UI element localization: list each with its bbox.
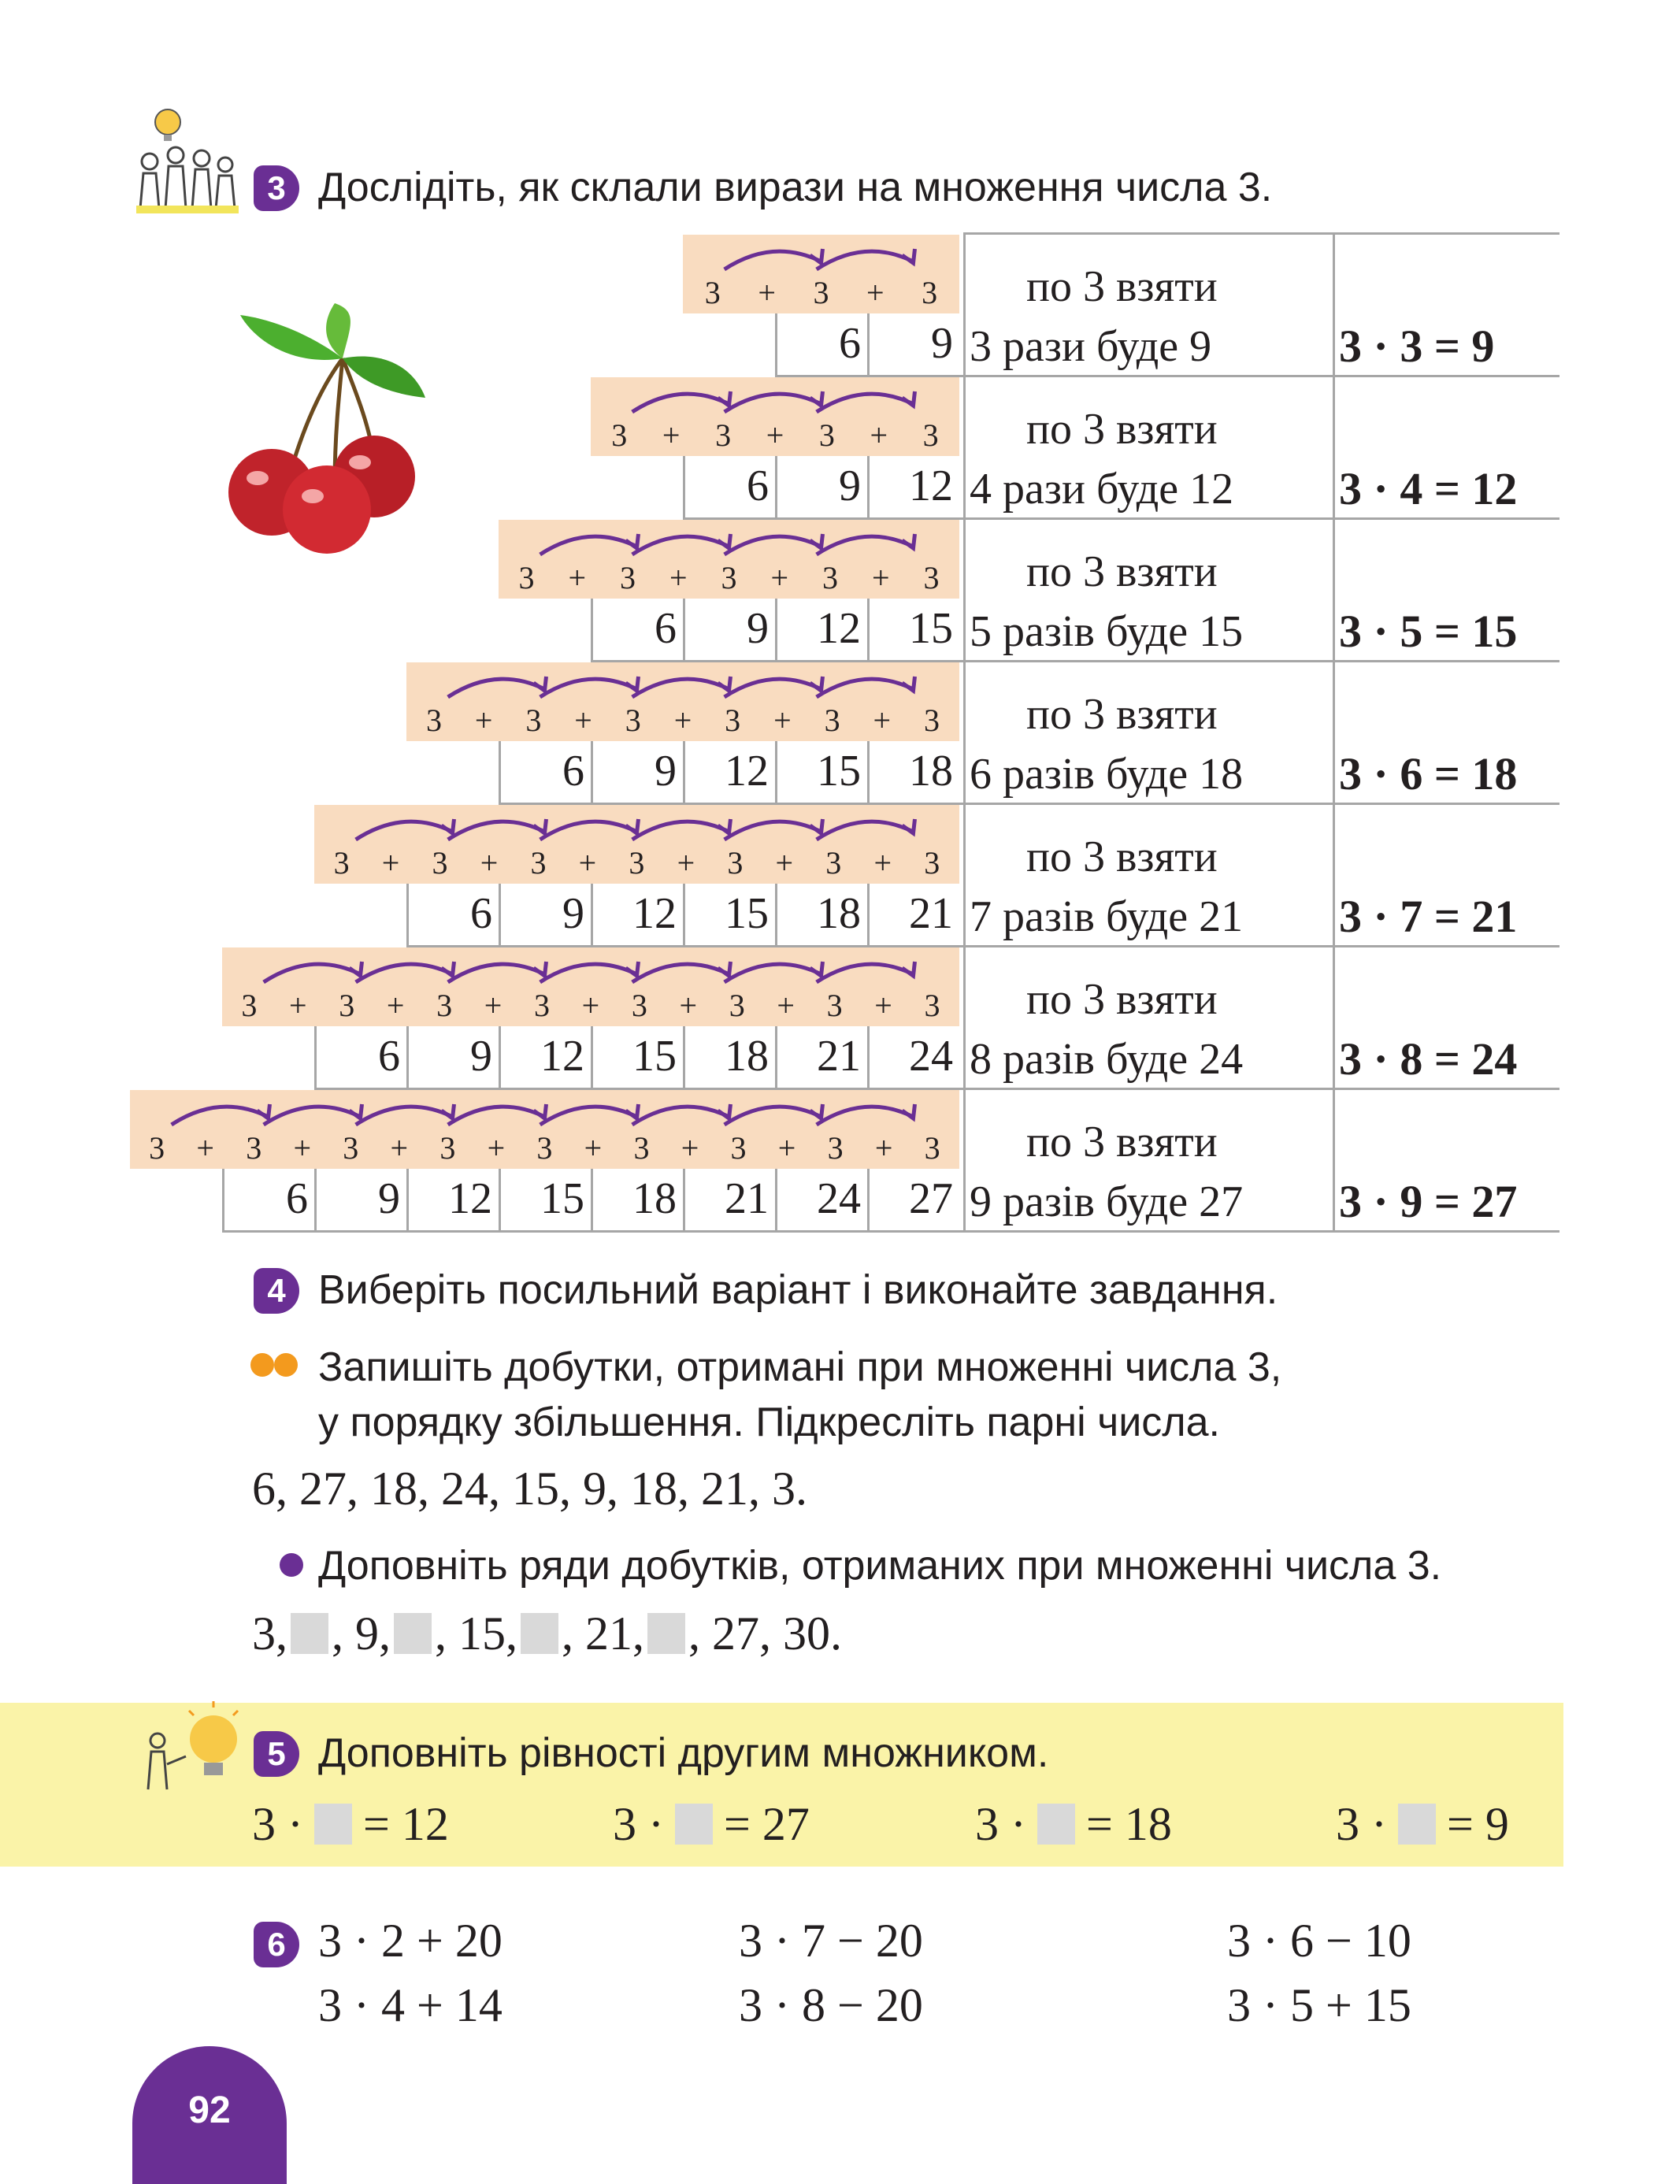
partial-sum: 6 (839, 319, 861, 368)
column-divider (1333, 232, 1335, 1230)
plus-sign: + (673, 703, 692, 738)
arc-arrow (817, 679, 914, 697)
arrow-head (258, 1104, 270, 1118)
equation: 3 · 5 = 15 (1339, 606, 1518, 657)
addend: 3 (339, 988, 355, 1023)
addend: 3 (149, 1130, 165, 1166)
cell-divider (406, 1169, 409, 1230)
arrow-head (810, 962, 823, 976)
arc-arrow (632, 679, 729, 697)
partial-sum: 24 (817, 1174, 861, 1223)
arrow-arcs-icon (130, 1093, 959, 1133)
cell-divider (775, 456, 777, 517)
description-line-1: по 3 взяти (1026, 405, 1218, 454)
partial-sum: 15 (725, 889, 769, 938)
partial-sum: 6 (286, 1174, 308, 1223)
description-line-2: 5 разів буде 15 (970, 607, 1244, 656)
arrow-arcs-icon (314, 808, 959, 847)
cell-divider (867, 741, 870, 803)
arrow-head (718, 391, 731, 406)
arrow-head (626, 534, 639, 548)
plus-sign: + (777, 1130, 796, 1166)
addend: 3 (530, 845, 547, 881)
partial-sum: 15 (817, 747, 861, 795)
addend: 3 (924, 988, 940, 1023)
partial-sum: 12 (817, 604, 861, 653)
addend: 3 (536, 1130, 553, 1166)
arrow-head (442, 819, 454, 833)
addend: 3 (343, 1130, 359, 1166)
partial-sum: 15 (909, 604, 953, 653)
task-4-text: Виберіть посильний варіант і виконайте завдання. (318, 1267, 1278, 1313)
cell-divider (591, 884, 593, 945)
addition-expression (133, 1129, 956, 1166)
arrow-head (903, 534, 915, 548)
description-line-2: 6 разів буде 18 (970, 750, 1244, 799)
addend: 3 (725, 703, 741, 738)
arc-arrow (448, 821, 545, 840)
description-line-2: 8 разів буде 24 (970, 1035, 1244, 1084)
arc-arrow (264, 964, 361, 982)
partial-sum: 21 (817, 1032, 861, 1081)
addend: 3 (715, 417, 732, 453)
description-line-1: по 3 взяти (1026, 262, 1218, 311)
arrow-head (350, 962, 362, 976)
task-6-expr-2: 3 · 4 + 14 (318, 1979, 503, 2031)
plus-sign: + (677, 845, 695, 881)
arrow-head (903, 677, 915, 691)
cell-divider (314, 1026, 317, 1088)
addition-expression (317, 844, 956, 881)
equation: 3 · 7 = 21 (1339, 891, 1518, 942)
cell-divider (775, 599, 777, 660)
arc-arrow (540, 964, 637, 982)
addend: 3 (922, 275, 938, 310)
arc-arrow (817, 536, 914, 554)
plus-sign: + (777, 988, 795, 1023)
arrow-head (534, 962, 547, 976)
partial-sum: 9 (747, 604, 769, 653)
cell-divider (775, 1026, 777, 1088)
plus-sign: + (480, 845, 499, 881)
partial-sum: 21 (909, 889, 953, 938)
arc-arrow (448, 964, 545, 982)
arrow-head (626, 819, 639, 833)
arrow-head (626, 962, 639, 976)
task-6-expr-6: 3 · 5 + 15 (1227, 1979, 1411, 2031)
idea-icon (139, 1701, 249, 1796)
plus-sign: + (662, 417, 681, 453)
partial-sum: 15 (540, 1174, 584, 1223)
variant-a-line1: Запишіть добутки, отримані при множенні числа 3, (318, 1344, 1282, 1390)
arrow-head (810, 534, 823, 548)
addend: 3 (611, 417, 628, 453)
cell-divider (499, 1169, 501, 1230)
description-line-2: 9 разів буде 27 (970, 1177, 1244, 1226)
column-divider (963, 232, 966, 1230)
arrow-head (718, 677, 731, 691)
arc-arrow (540, 821, 637, 840)
arc-arrow (540, 679, 637, 697)
partial-sum: 12 (632, 889, 677, 938)
addend: 3 (333, 845, 350, 881)
partial-sum: 6 (378, 1032, 400, 1081)
plus-sign: + (568, 560, 587, 595)
cell-divider (683, 741, 685, 803)
cell-divider (499, 884, 501, 945)
arc-arrow (448, 679, 545, 697)
variant-b-series: 3, , 9, , 15, , 21, , 27, 30. (252, 1607, 842, 1659)
arc-arrow (817, 251, 914, 269)
page-number: 92 (188, 2089, 231, 2131)
plus-sign: + (679, 988, 698, 1023)
cell-divider (867, 1169, 870, 1230)
cell-divider (683, 456, 685, 517)
arc-arrow (725, 394, 821, 412)
plus-sign: + (390, 1130, 409, 1166)
description-line-1: по 3 взяти (1026, 832, 1218, 881)
arc-arrow (356, 964, 453, 982)
task-6-badge: 6 (254, 1922, 299, 1967)
addend: 3 (924, 1130, 940, 1166)
equation: 3 · 4 = 12 (1339, 463, 1518, 514)
variant-a-numbers: 6, 27, 18, 24, 15, 9, 18, 21, 3. (252, 1463, 807, 1515)
addend: 3 (625, 703, 641, 738)
cell-divider (499, 741, 501, 803)
task-5-badge: 5 (254, 1731, 299, 1777)
plus-sign: + (293, 1130, 311, 1166)
plus-sign: + (874, 988, 892, 1023)
addition-expression (686, 274, 956, 311)
arrow-head (810, 819, 823, 833)
plus-sign: + (574, 703, 592, 738)
addend: 3 (727, 845, 744, 881)
arrow-head (442, 1104, 454, 1118)
arc-arrow (264, 1107, 361, 1125)
addend: 3 (432, 845, 448, 881)
blank-box[interactable] (675, 1804, 713, 1845)
task-5-eq-1: 3 · = 12 (252, 1798, 449, 1850)
arrow-head (903, 1104, 915, 1118)
blank-box[interactable] (521, 1613, 558, 1654)
cell-divider (867, 313, 870, 375)
cell-divider (314, 1169, 317, 1230)
partial-sum: 6 (655, 604, 677, 653)
plus-sign: + (873, 703, 892, 738)
addend: 3 (246, 1130, 262, 1166)
arc-arrow (725, 1107, 821, 1125)
variant-a-line2: у порядку збільшення. Підкресліть парні числа. (318, 1400, 1220, 1445)
partial-sum: 6 (470, 889, 492, 938)
arc-arrow (725, 964, 821, 982)
arc-arrow (172, 1107, 269, 1125)
plus-sign: + (766, 417, 784, 453)
table-top-line (963, 232, 1559, 235)
cell-divider (406, 884, 409, 945)
row-bottom-line (222, 1230, 1559, 1233)
cell-divider (591, 599, 593, 660)
arrow-head (534, 819, 547, 833)
arc-arrow (817, 394, 914, 412)
addend: 3 (629, 845, 645, 881)
addend: 3 (704, 275, 721, 310)
arc-arrow (817, 821, 914, 840)
addend: 3 (922, 417, 939, 453)
arrow-arcs-icon (406, 666, 959, 705)
arrow-head (718, 962, 731, 976)
addend: 3 (425, 703, 442, 738)
arrow-head (903, 819, 915, 833)
plus-sign: + (386, 988, 405, 1023)
arrow-head (534, 1104, 547, 1118)
addend: 3 (518, 560, 535, 595)
description-line-1: по 3 взяти (1026, 1118, 1218, 1166)
plus-sign: + (681, 1130, 699, 1166)
addend: 3 (730, 1130, 747, 1166)
group-work-icon (132, 106, 243, 217)
orange-dot-icon (274, 1353, 298, 1377)
task-4-badge: 4 (254, 1268, 299, 1314)
partial-sum: 12 (909, 462, 953, 510)
arrow-head (534, 677, 547, 691)
task-6-expr-1: 3 · 2 + 20 (318, 1915, 503, 1967)
blank-box[interactable] (291, 1613, 328, 1654)
task-6-expr-4: 3 · 8 − 20 (739, 1979, 923, 2031)
cell-divider (499, 1026, 501, 1088)
orange-dot-icon (250, 1353, 274, 1377)
description-line-2: 3 рази буде 9 (970, 322, 1212, 371)
description-line-1: по 3 взяти (1026, 975, 1218, 1024)
plus-sign: + (874, 1130, 893, 1166)
plus-sign: + (770, 560, 789, 595)
addend: 3 (729, 988, 745, 1023)
cell-divider (775, 1169, 777, 1230)
arc-arrow (632, 964, 729, 982)
equation: 3 · 9 = 27 (1339, 1176, 1518, 1227)
arrow-head (718, 819, 731, 833)
addend: 3 (721, 560, 737, 595)
addend: 3 (813, 275, 829, 310)
arc-arrow (725, 536, 821, 554)
plus-sign: + (870, 417, 888, 453)
equation: 3 · 3 = 9 (1339, 321, 1495, 372)
cell-divider (591, 1026, 593, 1088)
cell-divider (867, 1026, 870, 1088)
plus-sign: + (196, 1130, 214, 1166)
addend: 3 (619, 560, 636, 595)
purple-dot-icon (280, 1553, 303, 1577)
plus-sign: + (584, 1130, 603, 1166)
addend: 3 (439, 1130, 456, 1166)
partial-sum: 18 (817, 889, 861, 938)
arrow-arcs-icon (499, 523, 959, 562)
cell-divider (775, 884, 777, 945)
addend: 3 (818, 417, 835, 453)
task-5-text: Доповніть рівності другим множником. (318, 1730, 1049, 1776)
plus-sign: + (758, 275, 776, 310)
cell-divider (591, 741, 593, 803)
partial-sum: 24 (909, 1032, 953, 1081)
partial-sum: 9 (839, 462, 861, 510)
addend: 3 (821, 560, 838, 595)
plus-sign: + (381, 845, 400, 881)
arc-arrow (817, 1107, 914, 1125)
description-line-1: по 3 взяти (1026, 690, 1218, 739)
blank-box[interactable] (647, 1613, 685, 1654)
arrow-head (442, 962, 454, 976)
arc-arrow (725, 821, 821, 840)
plus-sign: + (288, 988, 307, 1023)
cell-divider (775, 741, 777, 803)
addend: 3 (241, 988, 258, 1023)
addend: 3 (631, 988, 647, 1023)
arrow-arcs-icon (683, 238, 959, 277)
arrow-head (903, 391, 915, 406)
addend: 3 (525, 703, 542, 738)
arc-arrow (725, 679, 821, 697)
plus-sign: + (871, 560, 890, 595)
arrow-head (626, 1104, 639, 1118)
addition-expression (594, 417, 956, 454)
description-line-1: по 3 взяти (1026, 547, 1218, 596)
addition-expression (410, 702, 956, 739)
task-5-eq-2: 3 · = 27 (613, 1798, 810, 1850)
blank-box[interactable] (1037, 1804, 1075, 1845)
partial-sum: 15 (632, 1032, 677, 1081)
partial-sum: 12 (540, 1032, 584, 1081)
equation: 3 · 6 = 18 (1339, 748, 1518, 799)
cell-divider (867, 884, 870, 945)
addend: 3 (923, 703, 940, 738)
variant-b-text: Доповніть ряди добутків, отриманих при множенні числа 3. (318, 1543, 1442, 1589)
plus-sign: + (474, 703, 493, 738)
addition-expression (502, 559, 956, 596)
description-line-2: 7 разів буде 21 (970, 892, 1244, 941)
partial-sum: 18 (909, 747, 953, 795)
partial-sum: 18 (632, 1174, 677, 1223)
arc-arrow (632, 1107, 729, 1125)
task-3-badge: 3 (254, 165, 299, 211)
arrow-head (810, 249, 823, 263)
arc-arrow (632, 821, 729, 840)
plus-sign: + (484, 988, 503, 1023)
cell-divider (683, 599, 685, 660)
partial-sum: 9 (378, 1174, 400, 1223)
partial-sum: 9 (470, 1032, 492, 1081)
arrow-head (903, 249, 915, 263)
partial-sum: 9 (562, 889, 584, 938)
arc-arrow (356, 821, 453, 840)
cell-divider (591, 1169, 593, 1230)
addend: 3 (824, 703, 840, 738)
cell-divider (867, 456, 870, 517)
arc-arrow (356, 1107, 453, 1125)
blank-box[interactable] (314, 1804, 352, 1845)
arrow-head (810, 677, 823, 691)
arc-arrow (448, 1107, 545, 1125)
task-5-eq-4: 3 · = 9 (1336, 1798, 1509, 1850)
task-6-expr-3: 3 · 7 − 20 (739, 1915, 923, 1967)
plus-sign: + (773, 703, 792, 738)
cherries-image (224, 303, 429, 555)
partial-sum: 12 (725, 747, 769, 795)
addend: 3 (827, 1130, 844, 1166)
cell-divider (222, 1169, 224, 1230)
description-line-2: 4 рази буде 12 (970, 465, 1234, 514)
cell-divider (683, 1169, 685, 1230)
arrow-head (718, 534, 731, 548)
addend: 3 (633, 1130, 650, 1166)
addend: 3 (533, 988, 550, 1023)
cell-divider (867, 599, 870, 660)
arc-arrow (540, 536, 637, 554)
plus-sign: + (866, 275, 885, 310)
cell-divider (683, 884, 685, 945)
partial-sum: 6 (562, 747, 584, 795)
task-6-expr-5: 3 · 6 − 10 (1227, 1915, 1411, 1967)
addend: 3 (924, 845, 940, 881)
arrow-head (810, 391, 823, 406)
plus-sign: + (669, 560, 688, 595)
arrow-head (626, 677, 639, 691)
arc-arrow (817, 964, 914, 982)
arc-arrow (540, 1107, 637, 1125)
blank-box[interactable] (1398, 1804, 1436, 1845)
arrow-arcs-icon (591, 380, 959, 420)
arc-arrow (725, 251, 821, 269)
cell-divider (406, 1026, 409, 1088)
plus-sign: + (578, 845, 597, 881)
addend: 3 (436, 988, 453, 1023)
task-5-eq-3: 3 · = 18 (975, 1798, 1172, 1850)
addend: 3 (826, 988, 843, 1023)
arrow-head (718, 1104, 731, 1118)
partial-sum: 9 (931, 319, 953, 368)
arrow-head (810, 1104, 823, 1118)
cell-divider (683, 1026, 685, 1088)
partial-sum: 27 (909, 1174, 953, 1223)
arc-arrow (632, 536, 729, 554)
partial-sum: 9 (655, 747, 677, 795)
partial-sum: 21 (725, 1174, 769, 1223)
plus-sign: + (775, 845, 794, 881)
addend: 3 (923, 560, 940, 595)
partial-sum: 18 (725, 1032, 769, 1081)
task-3-text: Дослідіть, як склали вирази на множення числа 3. (318, 165, 1273, 210)
partial-sum: 12 (448, 1174, 492, 1223)
equation: 3 · 8 = 24 (1339, 1033, 1518, 1085)
partial-sum: 6 (747, 462, 769, 510)
plus-sign: + (873, 845, 892, 881)
arrow-arcs-icon (222, 951, 959, 990)
addend: 3 (825, 845, 842, 881)
addition-expression (225, 987, 956, 1024)
arc-arrow (632, 394, 729, 412)
cell-divider (775, 313, 777, 375)
arrow-head (903, 962, 915, 976)
plus-sign: + (487, 1130, 506, 1166)
plus-sign: + (581, 988, 600, 1023)
blank-box[interactable] (394, 1613, 432, 1654)
arrow-head (350, 1104, 362, 1118)
